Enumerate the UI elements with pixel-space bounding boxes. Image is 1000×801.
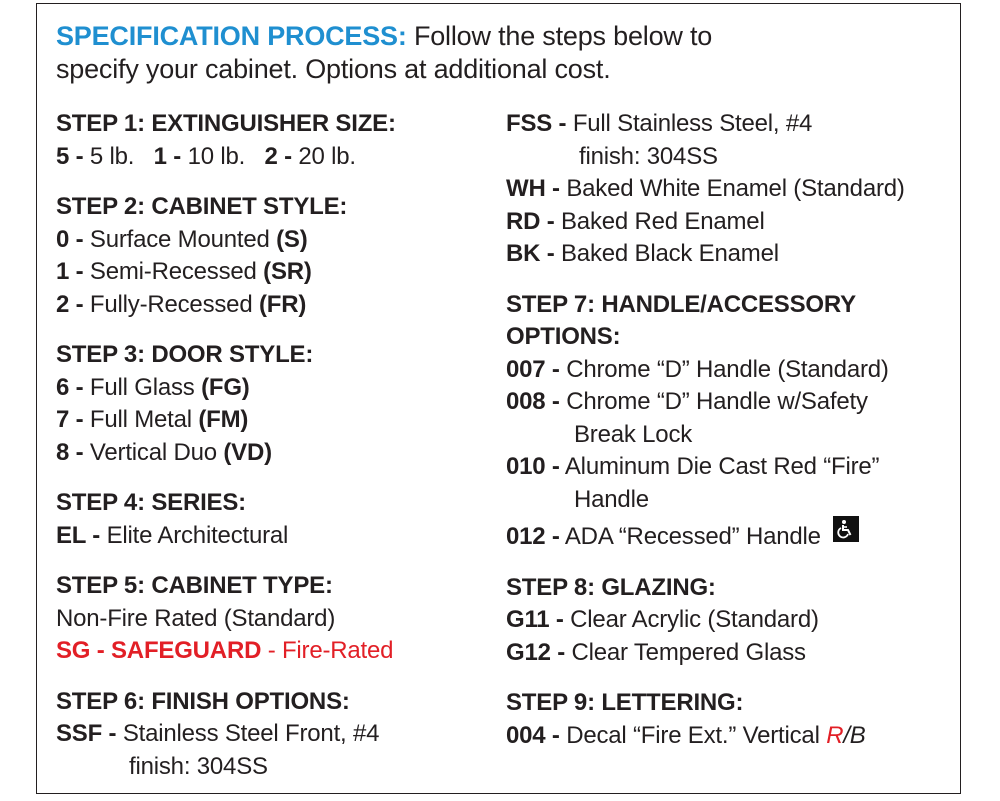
option-label-continued: Handle: [574, 485, 649, 513]
step5-block: [56, 570, 496, 668]
list-item: [506, 451, 951, 484]
option-label: Full Metal: [89, 406, 192, 433]
list-item: [506, 238, 951, 271]
step9-block: [506, 687, 951, 752]
option-abbr: (VD): [223, 438, 272, 466]
option-abbr: (S): [276, 225, 308, 253]
step4-title: STEP 4: SERIES:: [56, 489, 246, 516]
option-code: 0 -: [56, 225, 84, 253]
option-label: ADA “Recessed” Handle: [564, 523, 821, 550]
option-code: FSS -: [506, 110, 567, 137]
step8-block: [506, 572, 951, 670]
orientation-b: B: [849, 721, 866, 749]
option-label: Baked White Enamel (Standard): [566, 175, 905, 202]
option-abbr: (FR): [258, 290, 307, 318]
right-column: [506, 108, 951, 770]
option-code: 008 -: [506, 388, 560, 415]
option-code: 1 -: [56, 258, 84, 285]
option-label: Vertical Duo: [89, 438, 217, 466]
intro-lead: SPECIFICATION PROCESS:: [56, 21, 407, 51]
list-item: [56, 256, 496, 289]
step8-title: STEP 8: GLAZING:: [506, 573, 716, 601]
step4-block: [56, 487, 496, 552]
option-label: Elite Architectural: [106, 521, 289, 549]
option-code: 007 -: [506, 355, 560, 383]
option-code: 2 -: [56, 290, 84, 318]
left-column: [56, 108, 496, 801]
orientation-r: R: [826, 721, 844, 749]
option-abbr: (SR): [263, 258, 312, 285]
list-item: [506, 637, 951, 670]
option-abbr: (FM): [198, 406, 249, 433]
step7-title-continued: OPTIONS:: [506, 323, 621, 350]
option-label: Clear Tempered Glass: [571, 638, 806, 666]
step1-title: STEP 1: EXTINGUISHER SIZE:: [56, 110, 396, 137]
intro-text-1: Follow the steps below to: [413, 21, 713, 51]
option-abbr: (FG): [201, 373, 250, 401]
list-item: [506, 354, 951, 387]
step2-title: STEP 2: CABINET STYLE:: [56, 193, 348, 220]
step1-block: [56, 108, 496, 173]
list-item: [506, 604, 951, 637]
step1-options: [56, 141, 496, 174]
option-code: RD -: [506, 207, 555, 235]
step2-block: [56, 191, 496, 321]
option-label: Aluminum Die Cast Red “Fire”: [564, 453, 880, 480]
list-item: [56, 289, 496, 322]
option-code: WH -: [506, 175, 560, 202]
option-code: 8 -: [56, 438, 84, 466]
step3-block: [56, 339, 496, 469]
list-item: [506, 386, 951, 419]
orientation-slash: /: [843, 721, 850, 749]
option-label-continued: finish: 304SS: [129, 752, 268, 780]
list-item: [506, 108, 951, 141]
option-label: Full Glass: [89, 373, 195, 401]
option-code: 010 -: [506, 453, 560, 480]
intro-paragraph: [56, 20, 936, 86]
option-label: Semi-Recessed: [89, 258, 257, 285]
list-item: [56, 437, 496, 470]
option-code: 6 -: [56, 373, 84, 401]
wheelchair-accessibility-icon: [833, 516, 859, 542]
step7-block: [506, 289, 951, 554]
option-label-continued: finish: 304SS: [579, 142, 718, 170]
step5-title: STEP 5: CABINET TYPE:: [56, 572, 333, 599]
option-label: 10 lb.: [187, 142, 246, 170]
list-item: [56, 404, 496, 437]
option-label: 20 lb.: [298, 142, 356, 170]
option-label: - Fire-Rated: [267, 637, 394, 664]
option-code: 2 -: [264, 142, 292, 170]
step6-continued-block: [506, 108, 951, 271]
option-code: BK -: [506, 240, 555, 267]
option-code: G12 -: [506, 638, 566, 666]
safeguard-option: [56, 635, 496, 668]
step3-title: STEP 3: DOOR STYLE:: [56, 341, 314, 368]
list-item: [56, 718, 496, 751]
option-label: Chrome “D” Handle (Standard): [566, 355, 889, 383]
option-label: 5 lb.: [89, 142, 135, 170]
option-code: 1 -: [153, 142, 182, 170]
step9-title: STEP 9: LETTERING:: [506, 689, 744, 716]
standard-type: Non-Fire Rated (Standard): [56, 604, 336, 632]
option-code: 7 -: [56, 406, 84, 433]
option-code: 5 -: [56, 142, 84, 170]
option-code: EL -: [56, 521, 101, 549]
step6-title: STEP 6: FINISH OPTIONS:: [56, 687, 350, 715]
list-item: [56, 520, 496, 553]
option-label: Full Stainless Steel, #4: [572, 110, 813, 137]
option-label: Decal “Fire Ext.” Vertical: [566, 721, 820, 749]
option-label: Stainless Steel Front, #4: [122, 720, 380, 747]
option-label: Baked Red Enamel: [561, 207, 765, 235]
option-label: Chrome “D” Handle w/Safety: [566, 388, 868, 415]
list-item: [506, 206, 951, 239]
option-label-continued: Break Lock: [574, 420, 693, 448]
option-code: G11 -: [506, 606, 564, 633]
option-code: SG - SAFEGUARD: [56, 637, 262, 664]
list-item: [506, 173, 951, 206]
option-label: Fully-Recessed: [89, 290, 253, 318]
list-item: [56, 372, 496, 405]
option-label: Baked Black Enamel: [561, 240, 779, 267]
option-label: Surface Mounted: [89, 225, 270, 253]
list-item: [506, 516, 951, 554]
step7-title: STEP 7: HANDLE/ACCESSORY: [506, 290, 856, 318]
option-code: SSF -: [56, 720, 117, 747]
option-code: 004 -: [506, 721, 560, 749]
step6-block: [56, 686, 496, 784]
option-code: 012 -: [506, 523, 560, 550]
list-item: [56, 224, 496, 257]
intro-text-2: specify your cabinet. Options at additional cost.: [56, 54, 611, 84]
list-item: [506, 720, 951, 753]
option-label: Clear Acrylic (Standard): [570, 606, 819, 633]
